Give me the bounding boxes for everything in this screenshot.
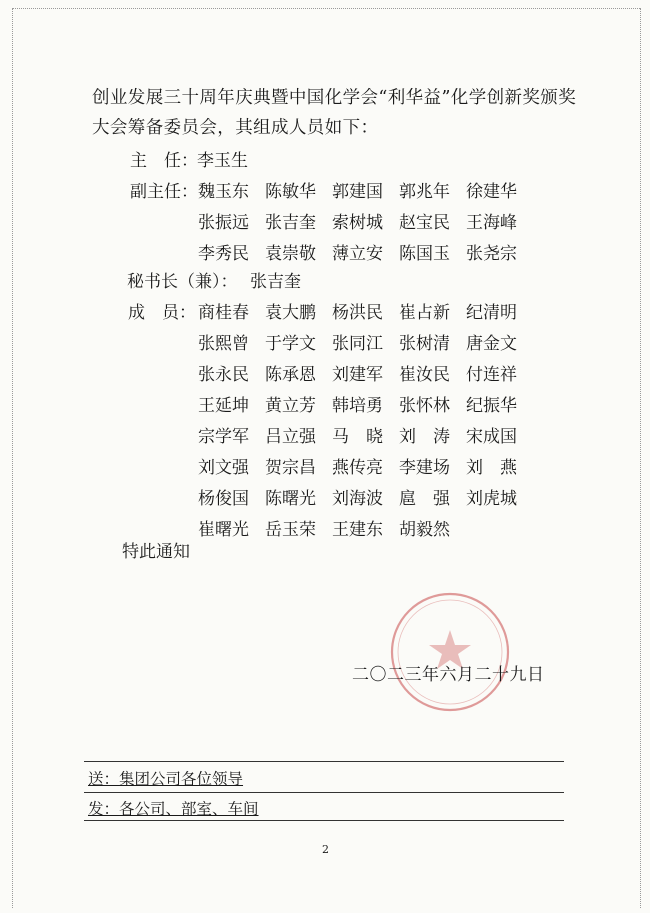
issue-date: 二〇二三年六月二十九日 xyxy=(352,665,545,685)
person-name: 王建东 xyxy=(332,520,383,540)
person-name: 扈 强 xyxy=(399,489,450,509)
person-name: 徐建华 xyxy=(466,182,517,202)
person-name: 陈敏华 xyxy=(265,182,316,202)
person-name: 郭兆年 xyxy=(399,182,450,202)
person-name: 杨俊国 xyxy=(198,489,249,509)
person-name: 薄立安 xyxy=(332,244,383,264)
person-name: 于学文 xyxy=(265,334,316,354)
to-value: 集团公司各位领导 xyxy=(119,770,244,788)
person-name: 黄立芳 xyxy=(265,396,316,416)
person-name: 刘 燕 xyxy=(466,458,517,478)
issue-value: 各公司、部室、车间 xyxy=(119,800,259,818)
person-name: 马 晓 xyxy=(332,427,383,447)
divider-bottom xyxy=(84,820,564,821)
person-name: 张吉奎 xyxy=(265,213,316,233)
person-name: 王海峰 xyxy=(466,213,517,233)
person-name: 张振远 xyxy=(198,213,249,233)
issue-label: 发： xyxy=(88,800,120,818)
person-name: 崔占新 xyxy=(399,303,450,323)
deputy-label: 副主任： xyxy=(130,182,198,202)
director-name: 李玉生 xyxy=(197,151,248,171)
page-border-left xyxy=(12,8,13,908)
director-label: 主 任： xyxy=(130,151,198,171)
person-name: 胡毅然 xyxy=(399,520,450,540)
person-name: 张尧宗 xyxy=(466,244,517,264)
official-seal-icon xyxy=(388,590,512,714)
person-name: 吕立强 xyxy=(265,427,316,447)
person-name: 郭建国 xyxy=(332,182,383,202)
person-name: 陈国玉 xyxy=(399,244,450,264)
person-name: 纪振华 xyxy=(466,396,517,416)
person-name: 宗学军 xyxy=(198,427,249,447)
person-name: 刘虎城 xyxy=(466,489,517,509)
person-name: 岳玉荣 xyxy=(265,520,316,540)
person-name: 索树城 xyxy=(332,213,383,233)
person-name: 付连祥 xyxy=(466,365,517,385)
person-name: 赵宝民 xyxy=(399,213,450,233)
closing-text: 特此通知 xyxy=(122,542,190,562)
page-number: 2 xyxy=(322,843,329,856)
person-name: 崔汝民 xyxy=(399,365,450,385)
person-name: 刘 涛 xyxy=(399,427,450,447)
person-name: 韩培勇 xyxy=(332,396,383,416)
divider-top xyxy=(84,761,564,762)
person-name: 陈承恩 xyxy=(265,365,316,385)
members-label: 成 员： xyxy=(128,303,196,323)
divider-middle xyxy=(84,792,564,793)
person-name: 纪清明 xyxy=(466,303,517,323)
distribution-issue xyxy=(88,797,259,819)
distribution-to xyxy=(88,767,243,789)
person-name: 刘建军 xyxy=(332,365,383,385)
person-name: 张怀林 xyxy=(399,396,450,416)
person-name: 唐金文 xyxy=(466,334,517,354)
secretary-name: 张吉奎 xyxy=(250,272,301,292)
person-name: 燕传亮 xyxy=(332,458,383,478)
person-name: 商桂春 xyxy=(198,303,249,323)
intro-line-1: 创业发展三十周年庆典暨中国化学会“利华益”化学创新奖颁奖 xyxy=(92,88,577,108)
person-name: 王延坤 xyxy=(198,396,249,416)
person-name: 崔曙光 xyxy=(198,520,249,540)
person-name: 宋成国 xyxy=(466,427,517,447)
page-border-right xyxy=(640,8,641,908)
person-name: 袁崇敬 xyxy=(265,244,316,264)
person-name: 张熙曾 xyxy=(198,334,249,354)
person-name: 刘文强 xyxy=(198,458,249,478)
to-label: 送： xyxy=(88,770,120,788)
page-border-top xyxy=(12,8,640,9)
person-name: 袁大鹏 xyxy=(265,303,316,323)
secretary-label: 秘书长（兼）： xyxy=(127,272,238,292)
person-name: 李建场 xyxy=(399,458,450,478)
person-name: 张永民 xyxy=(198,365,249,385)
intro-line-2: 大会筹备委员会，其组成人员如下： xyxy=(92,118,379,138)
person-name: 李秀民 xyxy=(198,244,249,264)
person-name: 张树清 xyxy=(399,334,450,354)
person-name: 贺宗昌 xyxy=(265,458,316,478)
person-name: 陈曙光 xyxy=(265,489,316,509)
person-name: 魏玉东 xyxy=(198,182,249,202)
person-name: 杨洪民 xyxy=(332,303,383,323)
person-name: 张同江 xyxy=(332,334,383,354)
person-name: 刘海波 xyxy=(332,489,383,509)
